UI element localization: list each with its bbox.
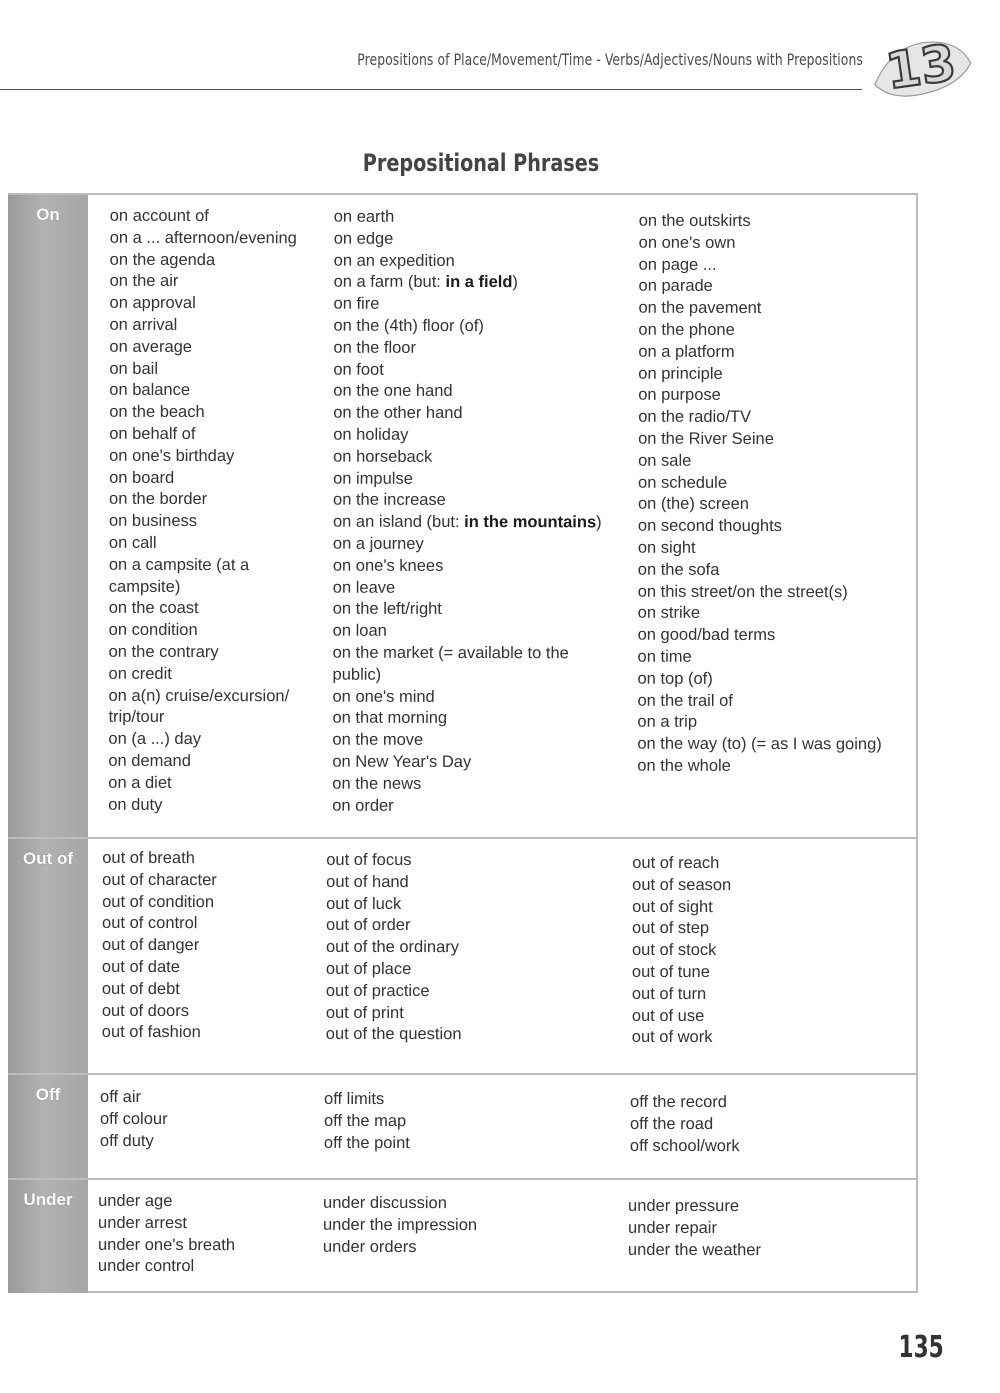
phrase [333,512,602,535]
phrase: campsite) [108,577,181,596]
phrase: out of doors [101,1001,189,1020]
phrase: on a platform [638,342,735,361]
phrase: on the phone [638,320,735,339]
section-label-cell [8,1075,88,1180]
phrase-column-2 [326,850,462,1047]
phrase: on the sofa [637,560,720,579]
phrase: out of work [631,1028,713,1047]
phrase: out of control [102,914,198,933]
phrase: on a ... afternoon/evening [109,228,297,248]
section-label-cell [8,195,88,839]
phrase: on bail [109,359,159,378]
phrase: on one's knees [332,556,444,575]
phrase: on sale [638,451,692,470]
phrase: on order [332,796,394,815]
phrase: on a(n) cruise/excursion/ [108,686,290,705]
phrase-column-1 [98,1191,235,1279]
phrase: out of danger [101,936,200,955]
phrase: on approval [109,293,196,313]
phrase: under orders [322,1237,417,1256]
phrase: on the left/right [332,599,442,619]
phrase: on average [109,337,193,356]
section-label: Out of [22,849,74,868]
section-out-of [8,837,916,1075]
phrase: on the outskirts [638,211,751,230]
section-label: On [36,205,60,224]
phrase: on the floor [333,338,417,357]
prepositional-phrases-table [8,193,918,1293]
phrase: under the impression [322,1215,478,1234]
phrase: on (a ...) day [108,729,202,749]
phrase: on schedule [638,473,728,492]
phrase: on the River Seine [638,429,774,449]
phrase-column-2 [332,207,602,818]
phrase: on leave [332,578,396,597]
phrase-text: on a farm (but: [333,273,446,292]
phrase: under control [97,1257,195,1276]
phrase-column-3 [630,1092,740,1158]
phrase-column-3 [628,1196,761,1262]
phrase: on New Year's Day [332,752,472,771]
phrase: on the whole [637,756,731,775]
running-header: Prepositions of Place/Movement/Time - Verbs/Adjectives/Nouns with Prepositions [357,50,863,69]
phrase-column-3 [632,853,732,1049]
phrase: on holiday [333,425,409,444]
phrase: on principle [638,364,723,383]
page-number: 135 [898,1330,944,1365]
phrase: out of turn [631,984,707,1003]
phrase: off school/work [629,1136,740,1155]
phrase-bold-contrast: in the mountains [464,513,597,532]
phrase: on the news [332,774,422,793]
phrase: on the trail of [637,691,733,710]
phrase-column-1 [102,848,217,1044]
phrase: on parade [638,277,713,296]
phrase: on one's own [638,233,736,252]
phrase: out of luck [326,894,402,913]
phrase: on demand [108,751,191,770]
phrase-column-2 [323,1193,477,1259]
phrase: on this street/on the street(s) [637,582,848,601]
phrase: on the air [109,272,179,291]
chapter-number: 13 [882,33,960,101]
phrase: on a trip [637,713,698,732]
phrase: on good/bad terms [637,625,776,645]
phrase: off colour [99,1109,168,1128]
phrase: out of breath [102,848,195,868]
phrase: out of order [326,916,411,935]
phrase: on fire [333,294,380,313]
phrase-column-3 [637,211,883,778]
phrase: off the road [629,1114,714,1133]
phrase-column-1 [100,1087,168,1153]
phrase: out of the ordinary [325,938,460,957]
phrase: on board [109,468,175,487]
phrase-text: on an island (but: [332,512,465,532]
phrase: on the pavement [638,298,762,318]
phrase: on edge [333,229,394,248]
phrase: on time [637,647,692,666]
phrase: under age [98,1191,173,1211]
phrase [334,272,603,295]
phrase: off air [100,1087,142,1107]
phrase-column-2 [324,1089,410,1155]
phrase: under the weather [627,1240,761,1259]
phrase: off the map [323,1111,407,1130]
section-label-cell [8,839,88,1075]
phrase: on foot [333,360,384,379]
phrase: out of the question [325,1025,462,1044]
phrase: public) [332,665,382,684]
phrase: under discussion [323,1193,447,1213]
phrase: on arrival [109,315,178,334]
section-label: Off [35,1085,61,1104]
phrase: on business [108,511,198,531]
phrase: on a diet [108,773,172,792]
phrase: on call [108,533,157,552]
section-label-cell [8,1180,88,1293]
phrase: on the other hand [333,403,463,423]
phrase: out of print [325,1003,404,1022]
phrase: on the agenda [109,250,216,269]
phrase: out of season [632,875,732,894]
phrase: on the one hand [333,382,453,401]
section-under [8,1178,916,1293]
phrase: out of place [325,959,412,979]
phrase: on the coast [108,599,199,618]
phrase: on one's birthday [109,446,235,465]
phrase: trip/tour [108,708,165,727]
phrase: on duty [108,795,163,814]
phrase: on the radio/TV [638,407,752,427]
phrase: on the border [109,490,208,509]
phrase: on the beach [109,402,205,422]
phrase: on page ... [638,255,717,274]
phrase: on top (of) [637,669,713,688]
phrase: out of step [632,919,710,938]
phrase-text-end: ) [512,273,518,292]
phrase: on condition [108,620,198,640]
phrase: on a journey [332,534,424,553]
phrase-column-1 [108,206,297,817]
phrase: out of use [631,1006,705,1025]
phrase: out of focus [326,850,412,870]
section-off [8,1073,916,1180]
phrase: on second thoughts [637,516,782,536]
phrase: out of practice [325,981,430,1000]
phrase: on account of [109,206,209,226]
phrase: on impulse [333,469,413,488]
phrase: on one's mind [332,687,435,706]
phrase: on sight [637,538,696,557]
phrase: under arrest [98,1213,188,1232]
phrase: out of debt [101,979,180,998]
phrase: under repair [627,1218,718,1237]
phrase: out of sight [632,897,713,916]
phrase: off limits [324,1089,385,1109]
phrase: on purpose [638,386,721,405]
phrase: on an expedition [333,251,455,270]
phrase: on the move [332,730,424,750]
chapter-number-badge [866,18,976,104]
phrase: off duty [99,1131,154,1150]
phrase: off the point [323,1133,410,1152]
phrase: on behalf of [109,424,196,443]
phrase: on the (4th) floor (of) [333,316,484,336]
section-label: Under [23,1190,73,1209]
phrase-bold-contrast: in a field [445,273,513,292]
phrase: on loan [332,621,387,640]
phrase: on strike [637,604,701,623]
phrase: out of character [102,870,217,889]
phrase: on balance [109,381,191,400]
phrase: on the way (to) (= as I was going) [637,734,882,754]
phrase: on the market (= available to the [332,643,569,663]
phrase: on credit [108,664,172,683]
phrase: off the record [630,1092,728,1112]
phrase: out of stock [631,941,717,960]
phrase: out of date [101,957,180,977]
phrase-text-end: ) [596,513,602,532]
phrase: under one's breath [97,1235,236,1254]
phrase: out of reach [632,853,720,873]
section-on [8,193,916,839]
header-rule [0,89,862,90]
phrase: out of condition [102,892,215,911]
phrase: on a campsite (at a [108,555,250,574]
phrase: on that morning [332,708,448,728]
phrase: on the increase [333,491,446,510]
phrase: out of tune [631,962,710,982]
phrase: on (the) screen [637,495,749,514]
phrase: on horseback [333,447,433,466]
phrase: out of fashion [101,1023,201,1042]
page-title: Prepositional Phrases [362,149,600,177]
phrase: out of hand [326,872,409,891]
phrase: on earth [333,207,395,226]
phrase: on the contrary [108,642,219,661]
phrase: under pressure [628,1196,740,1216]
